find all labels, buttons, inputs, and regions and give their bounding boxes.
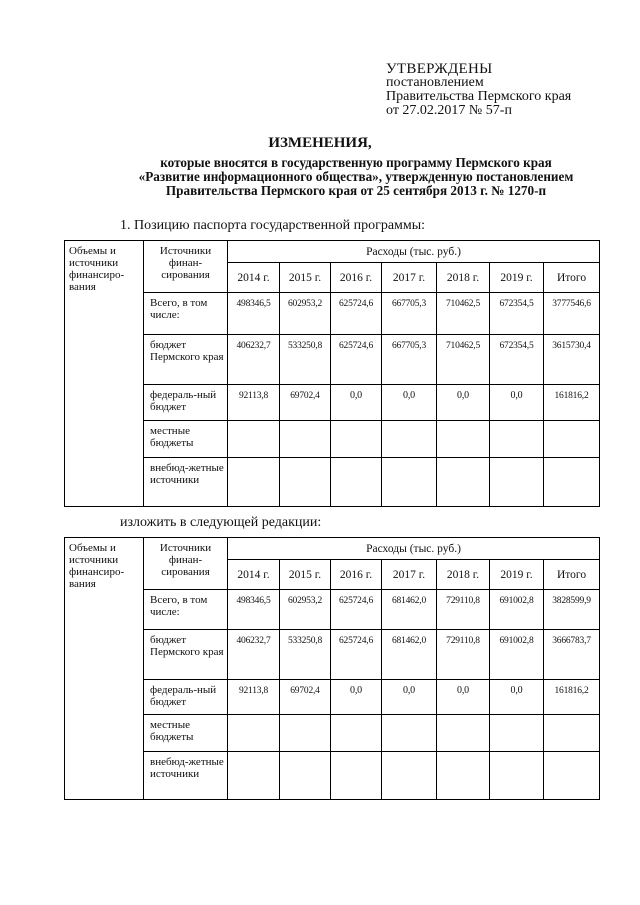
year-header: 2015 г.	[280, 263, 331, 293]
year-header: 2015 г.	[280, 560, 331, 590]
volumes-label: Объемы и источники финансиро-вания	[65, 241, 144, 507]
table-row	[65, 293, 600, 335]
row-label: внебюд-жетные источники	[144, 458, 228, 507]
table-cell	[544, 458, 600, 507]
table-cell: 625724,6	[331, 590, 382, 630]
funding-table-new	[64, 537, 600, 800]
table-cell: 533250,8	[280, 630, 331, 680]
table-cell: 161816,2	[544, 385, 600, 421]
table-cell: 0,0	[437, 680, 490, 715]
table-cell: 681462,0	[382, 630, 437, 680]
table-cell: 498346,5	[228, 293, 280, 335]
approval-line-1: постановлением	[386, 75, 484, 90]
table-cell	[280, 752, 331, 800]
sources-header: Источники финан-сирования	[144, 538, 228, 590]
table-cell: 3828599,9	[544, 590, 600, 630]
table-cell	[331, 715, 382, 752]
table-cell: 710462,5	[437, 293, 490, 335]
approval-title: УТВЕРЖДЕНЫ	[386, 61, 493, 77]
approval-line-3: от 27.02.2017 № 57-п	[386, 103, 512, 118]
table-cell	[331, 458, 382, 507]
row-label: местные бюджеты	[144, 421, 228, 458]
table-cell: 710462,5	[437, 335, 490, 385]
table-row	[65, 630, 600, 680]
table-cell	[331, 752, 382, 800]
table-cell: 667705,3	[382, 335, 437, 385]
table-cell: 533250,8	[280, 335, 331, 385]
table-cell: 3615730,4	[544, 335, 600, 385]
table-cell	[280, 715, 331, 752]
table-row	[65, 680, 600, 715]
table-cell: 161816,2	[544, 680, 600, 715]
table-cell: 691002,8	[490, 630, 544, 680]
year-header: 2014 г.	[228, 560, 280, 590]
year-header: 2016 г.	[331, 263, 382, 293]
subtitle-line-1: которые вносятся в государственную программу Пермского края	[160, 155, 552, 170]
table-cell: 69702,4	[280, 680, 331, 715]
table-row	[65, 715, 600, 752]
table-cell: 0,0	[437, 385, 490, 421]
paragraph-1: 1. Позицию паспорта государственной программы:	[120, 218, 426, 233]
row-label: Всего, в том числе:	[144, 590, 228, 630]
table-row	[65, 458, 600, 507]
table-cell	[544, 715, 600, 752]
paragraph-2: изложить в следующей редакции:	[120, 515, 322, 530]
table-cell	[228, 458, 280, 507]
document-title: ИЗМЕНЕНИЯ,	[268, 135, 372, 151]
table-cell	[382, 458, 437, 507]
table-cell: 0,0	[331, 385, 382, 421]
table-cell: 625724,6	[331, 630, 382, 680]
table-cell: 3666783,7	[544, 630, 600, 680]
table-cell: 602953,2	[280, 293, 331, 335]
table-row	[65, 385, 600, 421]
row-label: бюджет Пермского края	[144, 630, 228, 680]
table-cell: 672354,5	[490, 293, 544, 335]
row-label: федераль-ный бюджет	[144, 680, 228, 715]
year-header: 2018 г.	[437, 560, 490, 590]
table-cell: 691002,8	[490, 590, 544, 630]
table-cell: 625724,6	[331, 293, 382, 335]
expenses-header: Расходы (тыс. руб.)	[228, 538, 600, 560]
table-cell: 0,0	[382, 385, 437, 421]
table-cell: 406232,7	[228, 630, 280, 680]
year-header: 2018 г.	[437, 263, 490, 293]
table-cell: 602953,2	[280, 590, 331, 630]
table-row	[65, 335, 600, 385]
table-cell	[228, 715, 280, 752]
table-cell	[228, 752, 280, 800]
table-cell	[382, 715, 437, 752]
table-cell: 0,0	[490, 385, 544, 421]
table-cell	[544, 752, 600, 800]
row-label: местные бюджеты	[144, 715, 228, 752]
table-row	[65, 590, 600, 630]
table-cell	[437, 715, 490, 752]
row-label: Всего, в том числе:	[144, 293, 228, 335]
table-cell: 498346,5	[228, 590, 280, 630]
table-cell	[382, 752, 437, 800]
table-cell	[437, 458, 490, 507]
table-cell	[280, 421, 331, 458]
table-cell	[544, 421, 600, 458]
table-cell: 667705,3	[382, 293, 437, 335]
row-label: федераль-ный бюджет	[144, 385, 228, 421]
table-cell: 672354,5	[490, 335, 544, 385]
table-cell: 729110,8	[437, 630, 490, 680]
year-header: 2019 г.	[490, 263, 544, 293]
document-subtitle	[96, 156, 616, 198]
total-header: Итого	[544, 263, 600, 293]
table-cell	[382, 421, 437, 458]
table-cell	[437, 421, 490, 458]
year-header: 2016 г.	[331, 560, 382, 590]
year-header: 2017 г.	[382, 263, 437, 293]
table-cell	[490, 715, 544, 752]
table-cell: 681462,0	[382, 590, 437, 630]
volumes-label: Объемы и источники финансиро-вания	[65, 538, 144, 800]
table-cell: 92113,8	[228, 385, 280, 421]
table-cell	[331, 421, 382, 458]
total-header: Итого	[544, 560, 600, 590]
table-cell	[280, 458, 331, 507]
year-header: 2019 г.	[490, 560, 544, 590]
table-cell: 69702,4	[280, 385, 331, 421]
table-cell	[490, 458, 544, 507]
subtitle-line-3: Правительства Пермского края от 25 сентября 2013 г. № 1270-п	[165, 183, 547, 198]
table-cell: 3777546,6	[544, 293, 600, 335]
table-cell	[228, 421, 280, 458]
table-cell: 0,0	[382, 680, 437, 715]
table-cell: 92113,8	[228, 680, 280, 715]
table-row	[65, 421, 600, 458]
table-cell: 406232,7	[228, 335, 280, 385]
year-header: 2017 г.	[382, 560, 437, 590]
table-cell	[437, 752, 490, 800]
table-cell	[490, 752, 544, 800]
sources-header: Источники финан-сирования	[144, 241, 228, 293]
year-header: 2014 г.	[228, 263, 280, 293]
approval-stamp	[386, 62, 571, 118]
funding-table-old	[64, 240, 600, 507]
row-label: бюджет Пермского края	[144, 335, 228, 385]
table-cell: 0,0	[490, 680, 544, 715]
table-cell	[490, 421, 544, 458]
table-row	[65, 752, 600, 800]
subtitle-line-2: «Развитие информационного общества», утвержденную постановлением	[138, 169, 574, 184]
table-cell: 0,0	[331, 680, 382, 715]
expenses-header: Расходы (тыс. руб.)	[228, 241, 600, 263]
table-cell: 625724,6	[331, 335, 382, 385]
table-cell: 729110,8	[437, 590, 490, 630]
approval-line-2: Правительства Пермского края	[386, 89, 572, 104]
row-label: внебюд-жетные источники	[144, 752, 228, 800]
